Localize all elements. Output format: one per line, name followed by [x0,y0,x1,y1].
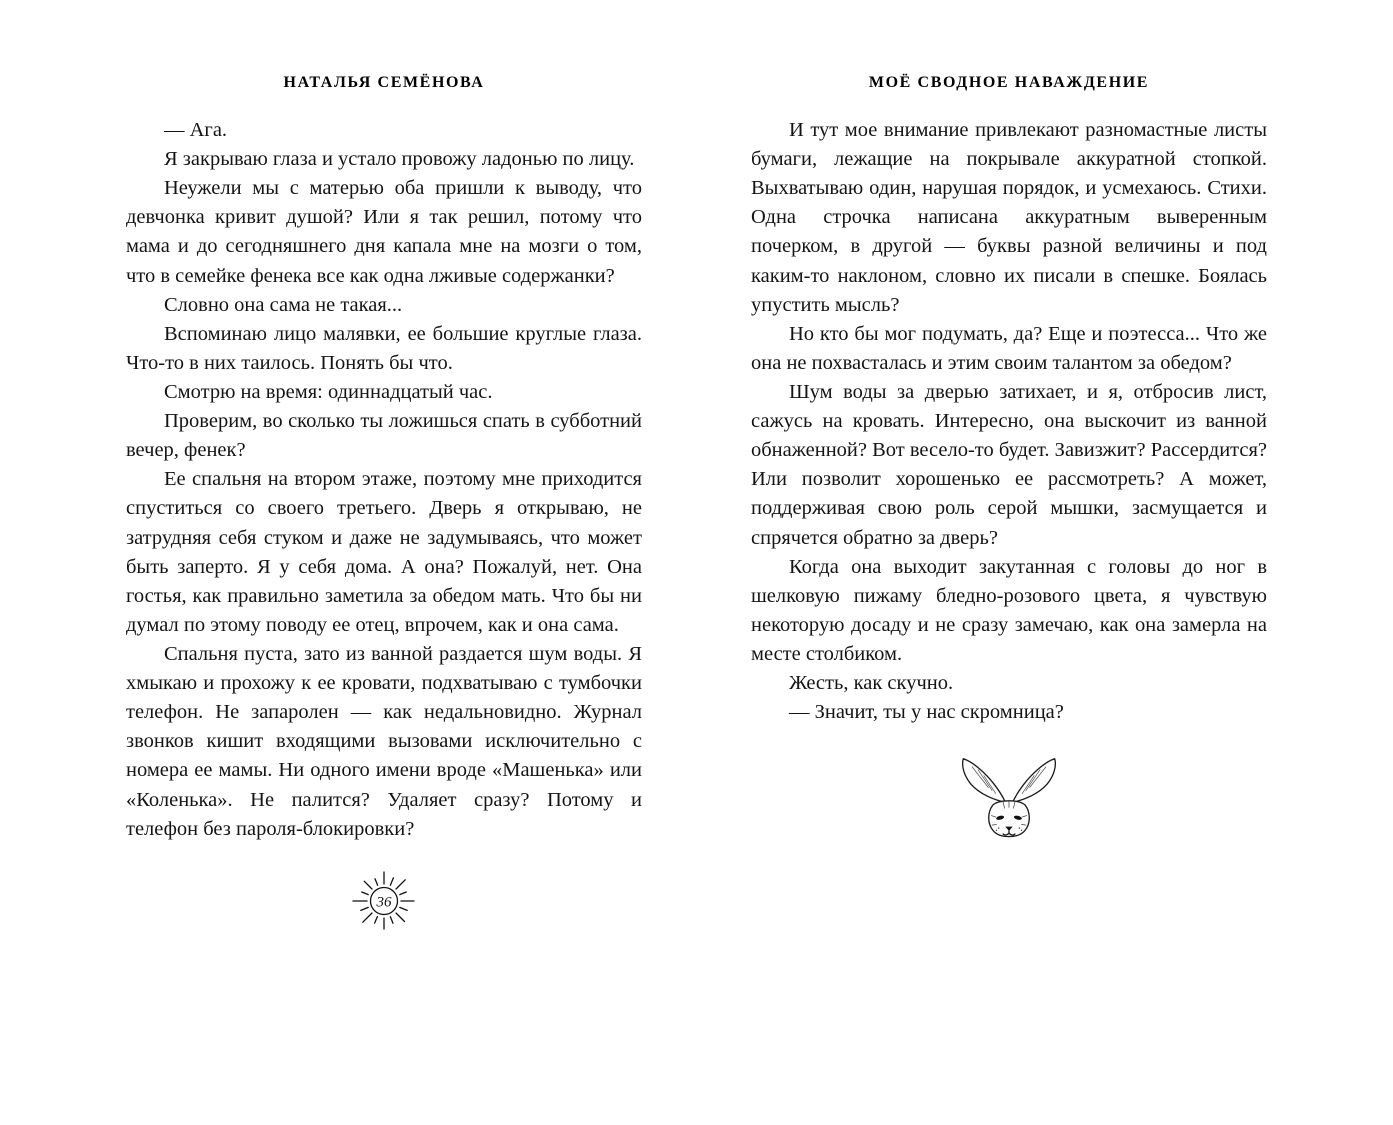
page-number: 36 [376,894,392,911]
paragraph: Неужели мы с матерью оба пришли к выводу, что девчонка кривит душой? Или я так решил, потому что мама и до сегодняшнего дня капала мне на мозги о том, что в семейке фенека все как одна лживые содержанки? [126,177,642,287]
left-page-text [126,116,642,844]
paragraph: — Значит, ты у нас скромница? [789,701,1064,724]
paragraph: Вспоминаю лицо малявки, ее большие круглые глаза. Что-то в них таилось. Понять бы что. [126,322,642,374]
paragraph: И тут мое внимание привлекают разномастные листы бумаги, лежащие на покрывале аккуратной стопкой. Выхватываю один, нарушая порядок, и усмехаюсь. Стихи. Одна строчка написана аккуратным выверенным почерком, в другой — буквы разной величины и под каким-то наклоном, словно их писали в спешке. Боялась упустить мысль? [751,119,1267,316]
sun-doodle-icon [345,862,423,940]
paragraph: — Ага. [164,119,228,141]
paragraph: Жесть, как скучно. [789,672,954,695]
paragraph: Я закрываю глаза и устало провожу ладонью по лицу. [164,148,635,171]
paragraph: Словно она сама не такая... [164,293,403,316]
page-number-ornament [345,862,423,940]
paragraph: Смотрю на время: одиннадцатый час. [164,380,493,403]
right-running-head: МОЁ СВОДНОЕ НАВАЖДЕНИЕ [868,74,1150,91]
paragraph: Шум воды за дверью затихает, и я, отбросив лист, сажусь на кровать. Интересно, она выскочит из ванной обнаженной? Вот весело-то будет. Завизжит? Рассердится? Или позволит хорошенько ее рассмотреть? А может, поддерживая свою роль серой мышки, засмущается и спрячется обратно за дверь? [751,380,1267,549]
paragraph: Ее спальня на втором этаже, поэтому мне приходится спуститься со своего третьего. Дверь я открываю, не затрудняя себя стуком и даже не задумываясь, что может быть заперто. Я у себя дома. А она? Пожалуй, нет. Она гостья, как правильно заметила за обедом мать. Что бы ни думал по этому поводу ее отец, впрочем, как и она сама. [126,468,642,636]
paragraph: Спальня пуста, зато из ванной раздается шум воды. Я хмыкаю и прохожу к ее кровати, подхватываю с тумбочки телефон. Не запаролен — как недальновидно. Журнал звонков кишит входящими вызовами исключительно с номера ее мамы. Ни одного имени вроде «Машенька» или «Коленька». Не палится? Удаляет сразу? Потому и телефон без пароля-блокировки? [126,642,642,840]
fennec-fox-illustration [950,753,1068,853]
paragraph: Но кто бы мог подумать, да? Еще и поэтесса... Что же она не похвасталась и этим своим талантом за обедом? [751,322,1267,374]
paragraph: Когда она выходит закутанная с головы до ног в шелковую пижаму бледно-розового цвета, я чувствую некоторую досаду и не сразу замечаю, как она замерла на месте столбиком. [751,555,1267,665]
left-page [126,74,642,940]
right-page-text [751,116,1267,727]
paragraph: Проверим, во сколько ты ложишься спать в субботний вечер, фенек? [126,410,642,462]
fennec-fox-icon [950,753,1068,853]
left-running-head: НАТАЛЬЯ СЕМЁНОВА [283,74,485,91]
right-page [751,74,1267,940]
